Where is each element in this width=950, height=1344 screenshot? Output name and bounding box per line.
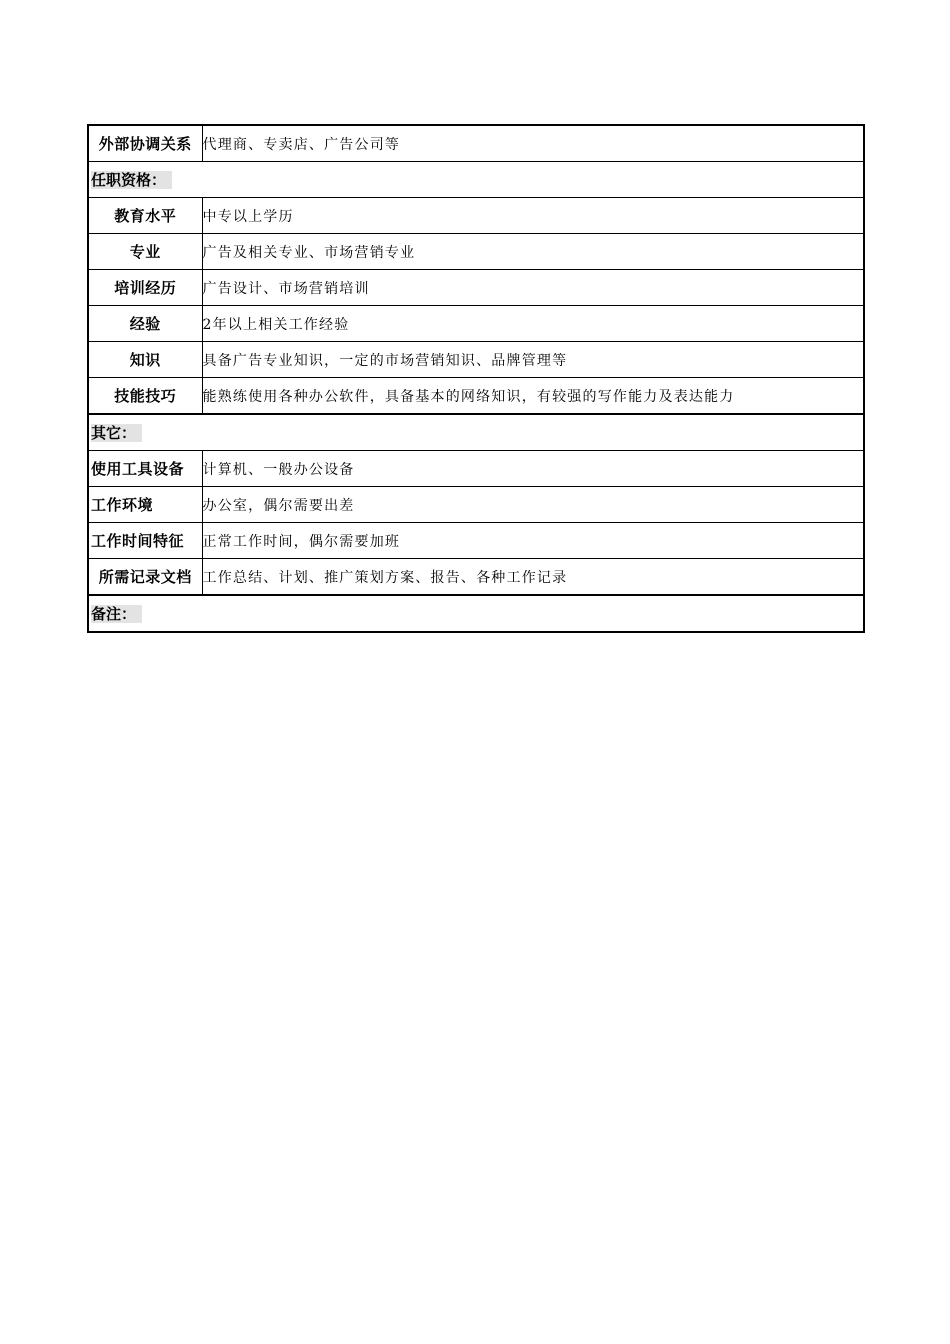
label-external-coordination: 外部协调关系 bbox=[88, 125, 202, 162]
label-major: 专业 bbox=[88, 234, 202, 270]
section-qualifications-title: 任职资格： bbox=[91, 171, 172, 189]
row-records bbox=[88, 559, 864, 596]
label-environment: 工作环境 bbox=[88, 487, 202, 523]
label-tools: 使用工具设备 bbox=[88, 451, 202, 487]
section-other bbox=[88, 414, 864, 451]
row-work-hours bbox=[88, 523, 864, 559]
row-skills bbox=[88, 378, 864, 415]
value-education: 中专以上学历 bbox=[202, 198, 864, 234]
row-environment bbox=[88, 487, 864, 523]
row-major bbox=[88, 234, 864, 270]
label-skills: 技能技巧 bbox=[88, 378, 202, 415]
row-knowledge bbox=[88, 342, 864, 378]
label-work-hours: 工作时间特征 bbox=[88, 523, 202, 559]
value-knowledge: 具备广告专业知识，一定的市场营销知识、品牌管理等 bbox=[202, 342, 864, 378]
section-notes-title: 备注： bbox=[91, 605, 142, 623]
label-training: 培训经历 bbox=[88, 270, 202, 306]
row-experience bbox=[88, 306, 864, 342]
row-training bbox=[88, 270, 864, 306]
value-skills: 能熟练使用各种办公软件，具备基本的网络知识，有较强的写作能力及表达能力 bbox=[202, 378, 864, 415]
value-environment: 办公室，偶尔需要出差 bbox=[202, 487, 864, 523]
value-work-hours: 正常工作时间，偶尔需要加班 bbox=[202, 523, 864, 559]
job-requirements-table bbox=[87, 124, 865, 633]
value-records: 工作总结、计划、推广策划方案、报告、各种工作记录 bbox=[202, 559, 864, 596]
value-training: 广告设计、市场营销培训 bbox=[202, 270, 864, 306]
label-knowledge: 知识 bbox=[88, 342, 202, 378]
value-external-coordination: 代理商、专卖店、广告公司等 bbox=[202, 125, 864, 162]
section-other-title: 其它： bbox=[91, 424, 142, 442]
value-tools: 计算机、一般办公设备 bbox=[202, 451, 864, 487]
label-education: 教育水平 bbox=[88, 198, 202, 234]
section-notes bbox=[88, 595, 864, 632]
row-tools bbox=[88, 451, 864, 487]
value-major: 广告及相关专业、市场营销专业 bbox=[202, 234, 864, 270]
row-education bbox=[88, 198, 864, 234]
value-experience: 2年以上相关工作经验 bbox=[202, 306, 864, 342]
section-qualifications bbox=[88, 162, 864, 198]
label-records: 所需记录文档 bbox=[88, 559, 202, 596]
row-external-coordination bbox=[88, 125, 864, 162]
label-experience: 经验 bbox=[88, 306, 202, 342]
